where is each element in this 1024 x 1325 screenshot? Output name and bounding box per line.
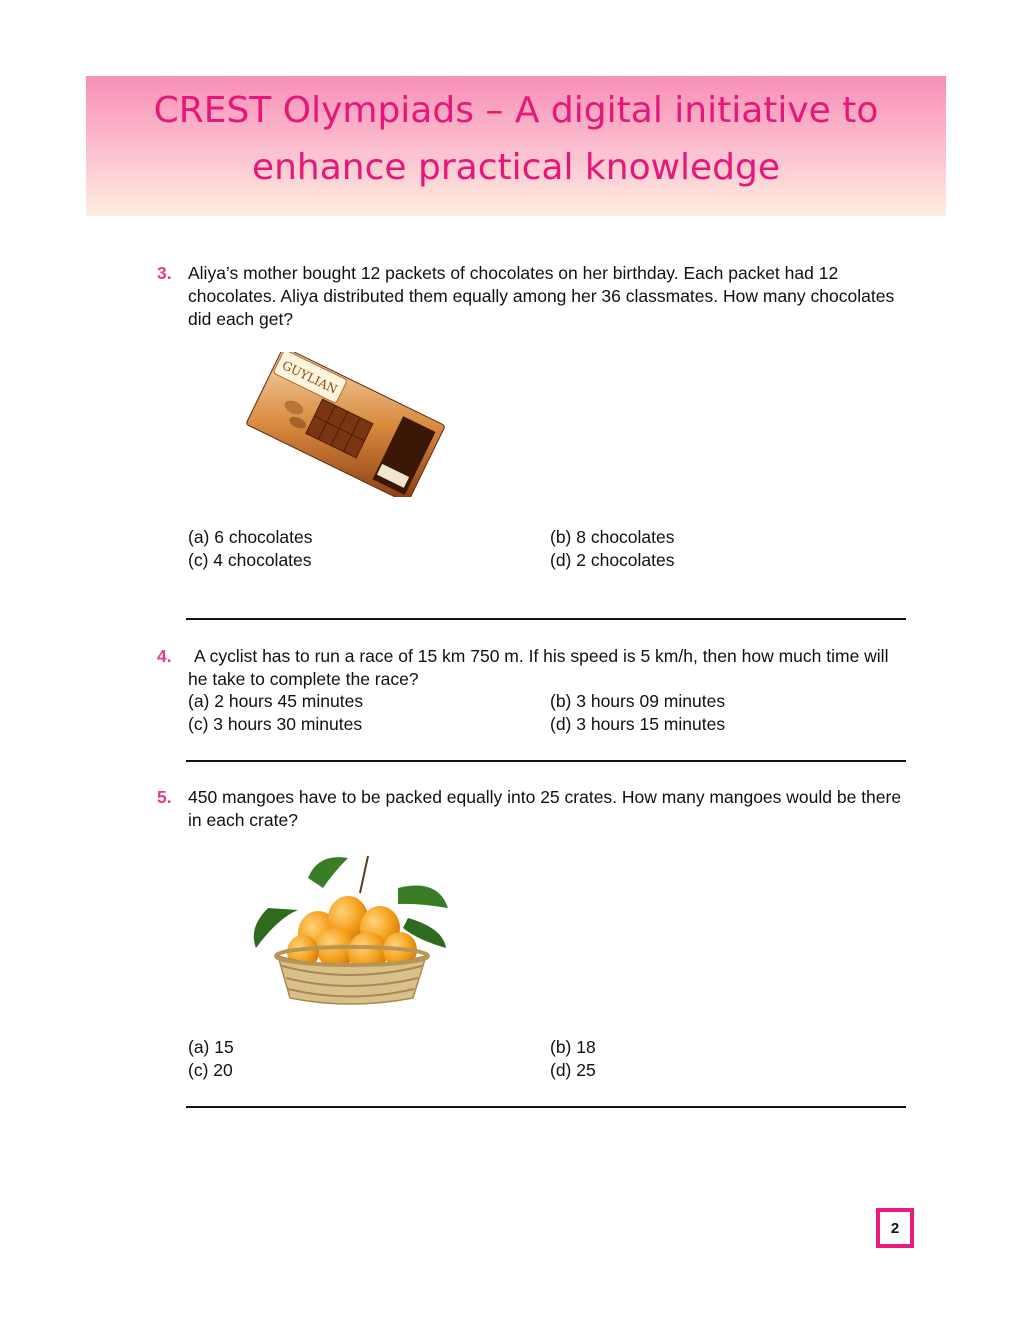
option-b[interactable]: (b) 18 [550, 1037, 596, 1057]
mango-basket-image [248, 848, 453, 1013]
chocolate-brand-label: GUYLIAN [279, 358, 340, 397]
option-d[interactable]: (d) 3 hours 15 minutes [550, 714, 726, 734]
divider-line [186, 1106, 906, 1108]
header-banner [86, 76, 946, 216]
question-5 [157, 786, 902, 832]
question-text: 450 mangoes have to be packed equally into 25 crates. How many mangoes would be there in each crate? [188, 787, 902, 830]
title-line-1: CREST Olympiads – A digital initiative to [153, 90, 879, 131]
divider-line [186, 618, 906, 620]
page-number: 2 [890, 1219, 900, 1237]
option-b[interactable]: (b) 8 chocolates [550, 527, 675, 547]
option-c[interactable]: (c) 4 chocolates [188, 550, 312, 570]
page-title [86, 82, 946, 196]
question-number: 3. [157, 263, 172, 283]
question-4-options [188, 690, 748, 740]
option-a[interactable]: (a) 6 chocolates [188, 527, 313, 547]
option-a[interactable]: (a) 15 [188, 1037, 234, 1057]
title-line-2: enhance practical knowledge [251, 147, 781, 188]
option-b[interactable]: (b) 3 hours 09 minutes [550, 691, 726, 711]
question-number: 5. [157, 787, 172, 807]
question-text: A cyclist has to run a race of 15 km 750 m. If his speed is 5 km/h, then how much time will he take to complete the race? [188, 646, 889, 689]
option-c[interactable]: (c) 20 [188, 1060, 233, 1080]
divider-line [186, 760, 906, 762]
option-d[interactable]: (d) 25 [550, 1060, 596, 1080]
question-text: Aliya’s mother bought 12 packets of chocolates on her birthday. Each packet had 12 chocolates. Aliya distributed them equally among her 36 classmates. How many chocolates did each get? [188, 263, 895, 329]
page-number-box [876, 1208, 914, 1248]
option-c[interactable]: (c) 3 hours 30 minutes [188, 714, 363, 734]
option-d[interactable]: (d) 2 chocolates [550, 550, 675, 570]
option-a[interactable]: (a) 2 hours 45 minutes [188, 691, 364, 711]
chocolate-bar-image [244, 352, 449, 497]
question-4 [157, 645, 902, 691]
question-5-options [188, 1036, 748, 1086]
question-3 [157, 262, 902, 331]
question-3-options [188, 526, 748, 576]
question-number: 4. [157, 646, 172, 666]
